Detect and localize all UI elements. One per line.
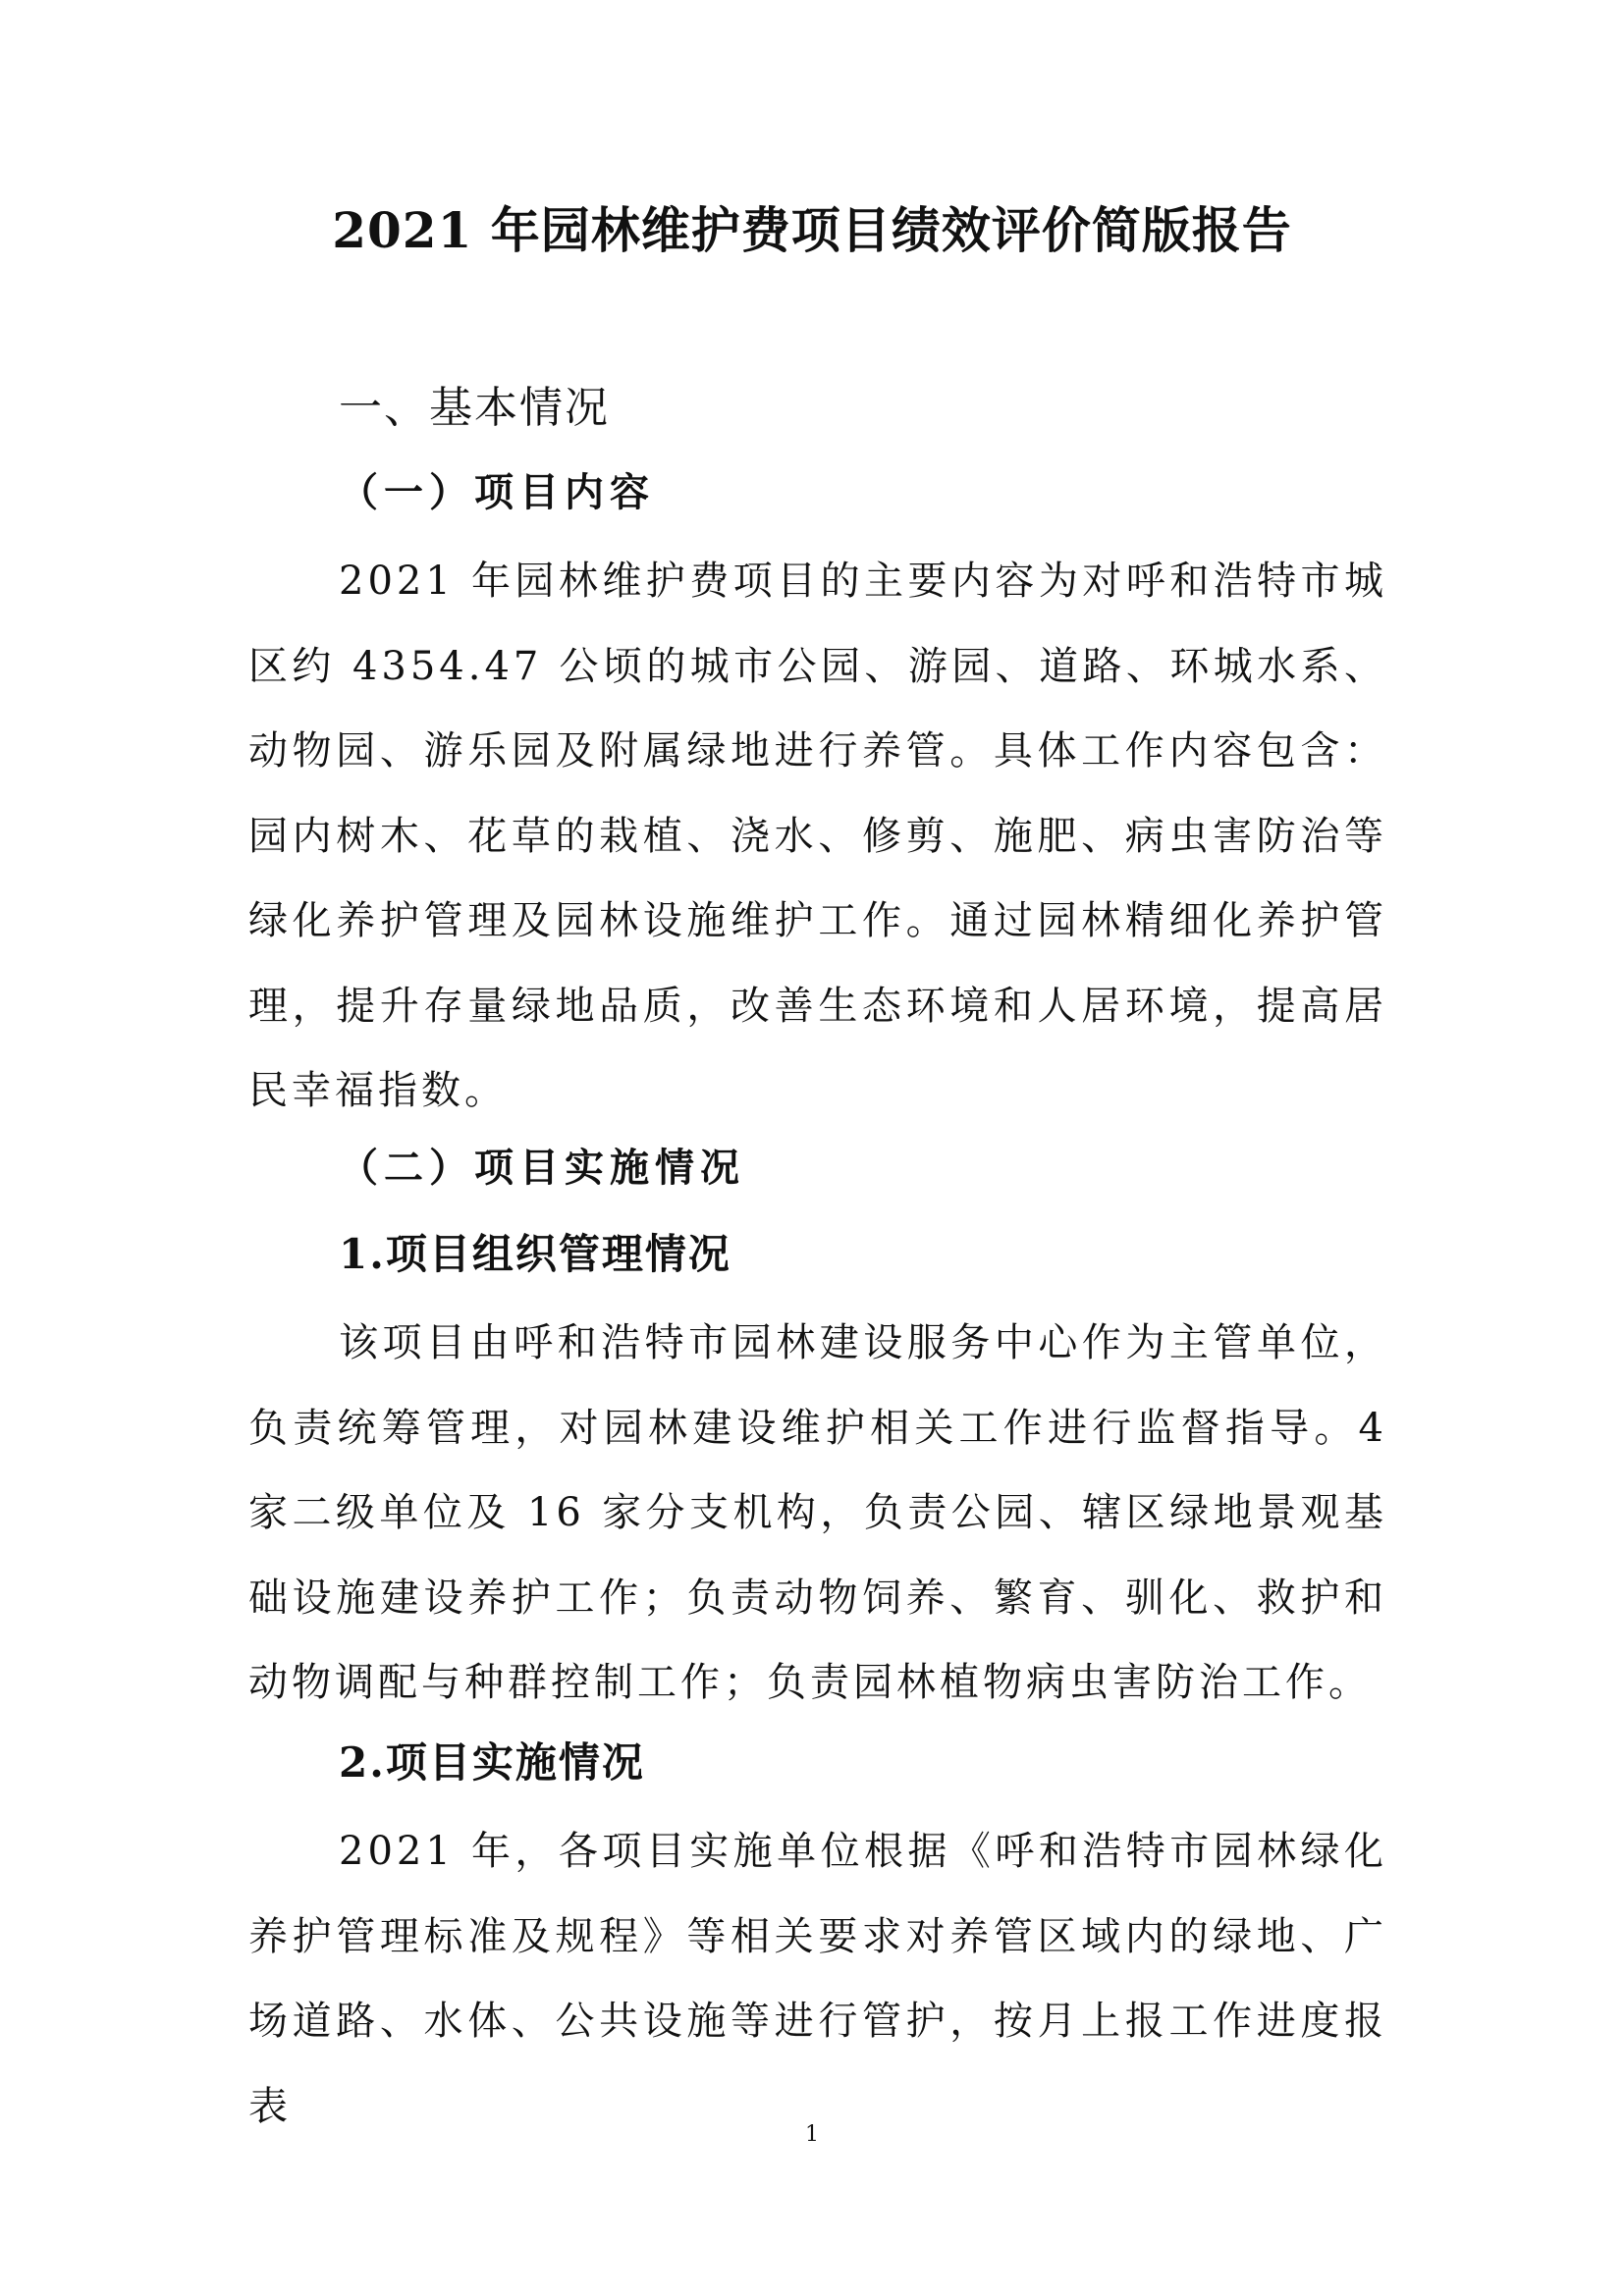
document-title: 2021 年园林维护费项目绩效评价简版报告 <box>332 201 1292 259</box>
section-heading-basic-info: 一、基本情况 <box>339 383 610 433</box>
subsection-heading-project-content: （一）项目内容 <box>339 469 655 515</box>
paragraph-organization: 该项目由呼和浩特市园林建设服务中心作为主管单位，负责统筹管理，对园林建设维护相关工作进行监督指导。4 家二级单位及 16 家分支机构，负责公园、辖区绿地景观基础设施建设养护工作；负责动物饲养、繁育、驯化、救护和动物调配与种群控制工作；负责园林植物病虫害防治工作。 <box>248 1320 1387 1705</box>
page-number: 1 <box>805 2122 819 2147</box>
paragraph-project-content: 2021 年园林维护费项目的主要内容为对呼和浩特市城区约 4354.47 公顷的城市公园、游园、道路、环城水系、动物园、游乐园及附属绿地进行养管。具体工作内容包含：园内树木、花草的栽植、浇水、修剪、施肥、病虫害防治等绿化养护管理及园林设施维护工作。通过园林精细化养护管理，提升存量绿地品质，改善生态环境和人居环境，提高居民幸福指数。 <box>248 559 1387 1113</box>
item-heading-implementation: 2.项目实施情况 <box>339 1738 645 1787</box>
paragraph-implementation: 2021 年，各项目实施单位根据《呼和浩特市园林绿化养护管理标准及规程》等相关要求对养管区域内的绿地、广场道路、水体、公共设施等进行管护，按月上报工作进度报表 <box>248 1829 1387 2129</box>
item-heading-organization: 1.项目组织管理情况 <box>339 1230 731 1278</box>
subsection-heading-implementation: （二）项目实施情况 <box>339 1145 745 1191</box>
